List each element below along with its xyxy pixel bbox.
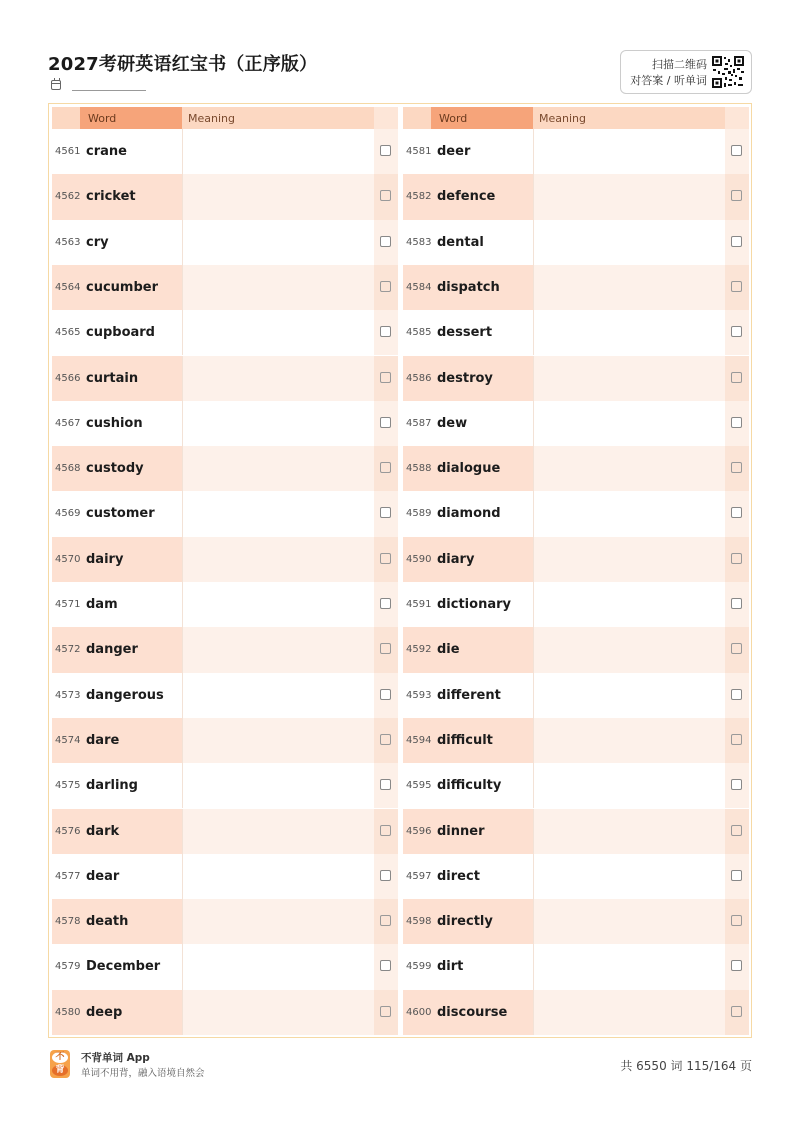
word-number: 4584 [403,265,431,310]
check-cell [374,356,398,401]
word-text: deep [80,990,182,1035]
meaning-blank[interactable] [182,310,374,355]
word-text: danger [80,627,182,672]
meaning-blank[interactable] [182,220,374,265]
meaning-blank[interactable] [182,265,374,310]
word-text: curtain [80,356,182,401]
meaning-blank[interactable] [533,899,725,944]
word-number: 4576 [52,809,80,854]
word-text: dear [80,854,182,899]
checkbox[interactable] [380,417,391,428]
check-cell [725,356,749,401]
table-row [403,356,749,401]
checkbox[interactable] [731,825,742,836]
table-row [403,265,749,310]
word-number: 4586 [403,356,431,401]
table-row [403,174,749,219]
word-number: 4592 [403,627,431,672]
word-number: 4574 [52,718,80,763]
word-number: 4578 [52,899,80,944]
checkbox[interactable] [380,190,391,201]
table-row [52,854,398,899]
checkbox[interactable] [731,734,742,745]
qr-caption-line2: 对答案 / 听单词 [630,74,707,87]
checkbox[interactable] [731,598,742,609]
checkbox[interactable] [380,825,391,836]
check-cell [374,582,398,627]
meaning-blank[interactable] [182,356,374,401]
word-number: 4599 [403,944,431,989]
word-text: different [431,673,533,718]
word-text: dessert [431,310,533,355]
word-number: 4563 [52,220,80,265]
meaning-blank[interactable] [182,582,374,627]
meaning-blank[interactable] [533,718,725,763]
table-row [52,944,398,989]
checkbox[interactable] [380,870,391,881]
header-check-cell [725,107,749,129]
header-number-cell [403,107,431,129]
word-number: 4570 [52,537,80,582]
table-row [403,673,749,718]
meaning-blank[interactable] [533,491,725,536]
word-text: cupboard [80,310,182,355]
check-cell [374,401,398,446]
checkbox[interactable] [731,689,742,700]
word-number: 4597 [403,854,431,899]
checkbox[interactable] [731,236,742,247]
table-row [403,990,749,1035]
meaning-blank[interactable] [533,129,725,174]
word-number: 4598 [403,899,431,944]
word-number: 4575 [52,763,80,808]
meaning-blank[interactable] [182,990,374,1035]
word-text: difficulty [431,763,533,808]
meaning-blank[interactable] [182,718,374,763]
app-logo [50,1050,70,1078]
word-text: dialogue [431,446,533,491]
meaning-blank[interactable] [182,174,374,219]
checkbox[interactable] [380,915,391,926]
check-cell [725,673,749,718]
page-header [48,48,752,98]
check-cell [725,582,749,627]
word-text: dinner [431,809,533,854]
check-cell [374,174,398,219]
checkbox[interactable] [380,462,391,473]
checkbox[interactable] [731,190,742,201]
check-cell [725,310,749,355]
check-cell [725,944,749,989]
word-text: directly [431,899,533,944]
check-cell [374,537,398,582]
checkbox[interactable] [731,417,742,428]
checkbox[interactable] [731,915,742,926]
word-number: 4562 [52,174,80,219]
word-text: December [80,944,182,989]
check-cell [725,174,749,219]
word-text: cricket [80,174,182,219]
word-number: 4588 [403,446,431,491]
table-row [403,401,749,446]
meaning-blank[interactable] [533,446,725,491]
table-row [52,401,398,446]
check-cell [725,265,749,310]
meaning-blank[interactable] [182,401,374,446]
word-text: die [431,627,533,672]
check-cell [374,899,398,944]
word-number: 4585 [403,310,431,355]
word-text: defence [431,174,533,219]
table-row [403,854,749,899]
word-text: discourse [431,990,533,1035]
word-text: dark [80,809,182,854]
checkbox[interactable] [380,507,391,518]
table-row [403,627,749,672]
header-check-cell [374,107,398,129]
meaning-blank[interactable] [182,944,374,989]
check-cell [374,763,398,808]
table-row [52,673,398,718]
table-row [403,129,749,174]
meaning-blank[interactable] [533,265,725,310]
check-cell [725,990,749,1035]
left-column [52,107,398,1035]
word-text: cushion [80,401,182,446]
check-cell [374,129,398,174]
word-number: 4600 [403,990,431,1035]
word-number: 4587 [403,401,431,446]
word-number: 4593 [403,673,431,718]
meaning-blank[interactable] [182,129,374,174]
meaning-blank[interactable] [533,401,725,446]
meaning-blank[interactable] [182,491,374,536]
header-meaning: Meaning [533,107,725,129]
word-number: 4595 [403,763,431,808]
checkbox[interactable] [731,462,742,473]
check-cell [374,809,398,854]
meaning-blank[interactable] [533,582,725,627]
page-footer [48,1048,752,1080]
word-text: difficult [431,718,533,763]
meaning-blank[interactable] [182,763,374,808]
check-cell [725,401,749,446]
checkbox[interactable] [380,1006,391,1017]
check-cell [374,446,398,491]
checkbox[interactable] [731,870,742,881]
header-word: Word [431,107,533,129]
qr-code-panel[interactable] [620,50,752,94]
word-number: 4590 [403,537,431,582]
meaning-blank[interactable] [182,854,374,899]
page-title: 2027考研英语红宝书（正序版） [48,54,318,75]
meaning-blank[interactable] [182,537,374,582]
word-text: custody [80,446,182,491]
word-text: dare [80,718,182,763]
meaning-blank[interactable] [533,854,725,899]
word-number: 4568 [52,446,80,491]
table-row [52,446,398,491]
check-cell [374,673,398,718]
table-row [403,718,749,763]
meaning-blank[interactable] [533,809,725,854]
checkbox[interactable] [731,326,742,337]
check-cell [374,718,398,763]
checkbox[interactable] [380,779,391,790]
table-row [52,265,398,310]
logo-top-glyph: 不 [52,1052,68,1063]
app-slogan: 单词不用背，融入语境自然会 [81,1068,205,1079]
checkbox[interactable] [731,372,742,383]
word-text: customer [80,491,182,536]
checkbox[interactable] [731,779,742,790]
word-number: 4594 [403,718,431,763]
table-row [52,763,398,808]
check-cell [374,310,398,355]
vocabulary-table [48,103,752,1038]
table-row [52,582,398,627]
checkbox[interactable] [380,281,391,292]
table-header [52,107,398,129]
table-row [403,944,749,989]
table-row [52,491,398,536]
checkbox[interactable] [380,326,391,337]
right-column [403,107,749,1035]
check-cell [725,491,749,536]
word-number: 4583 [403,220,431,265]
table-row [403,809,749,854]
word-number: 4561 [52,129,80,174]
table-row [52,174,398,219]
table-row [403,763,749,808]
meaning-blank[interactable] [533,356,725,401]
word-text: crane [80,129,182,174]
word-number: 4565 [52,310,80,355]
checkbox[interactable] [731,960,742,971]
word-text: dew [431,401,533,446]
meaning-blank[interactable] [533,220,725,265]
word-number: 4589 [403,491,431,536]
word-text: direct [431,854,533,899]
check-cell [374,627,398,672]
check-cell [374,944,398,989]
meaning-blank[interactable] [533,627,725,672]
table-row [52,990,398,1035]
page-info: 共 6550 词 115/164 页 [620,1059,752,1073]
checkbox[interactable] [380,598,391,609]
word-text: destroy [431,356,533,401]
meaning-blank[interactable] [182,809,374,854]
logo-bottom-glyph: 背 [52,1065,68,1076]
meaning-blank[interactable] [182,446,374,491]
check-cell [725,854,749,899]
check-cell [374,491,398,536]
word-text: death [80,899,182,944]
table-row [403,899,749,944]
word-text: dairy [80,537,182,582]
word-number: 4580 [52,990,80,1035]
word-text: deer [431,129,533,174]
meaning-blank[interactable] [182,673,374,718]
header-word: Word [80,107,182,129]
check-cell [725,763,749,808]
checkbox[interactable] [380,145,391,156]
word-text: cry [80,220,182,265]
qr-caption [629,57,707,89]
check-cell [725,718,749,763]
check-cell [374,220,398,265]
table-row [52,537,398,582]
meaning-blank[interactable] [533,944,725,989]
word-number: 4579 [52,944,80,989]
check-cell [725,220,749,265]
check-cell [725,627,749,672]
header-number-cell [52,107,80,129]
meaning-blank[interactable] [533,174,725,219]
word-text: dangerous [80,673,182,718]
word-number: 4564 [52,265,80,310]
meaning-blank[interactable] [182,627,374,672]
checkbox[interactable] [731,145,742,156]
table-row [52,899,398,944]
word-number: 4591 [403,582,431,627]
checkbox[interactable] [731,507,742,518]
checkbox[interactable] [380,689,391,700]
word-text: diamond [431,491,533,536]
checkbox[interactable] [380,553,391,564]
header-meaning: Meaning [182,107,374,129]
word-number: 4572 [52,627,80,672]
word-text: diary [431,537,533,582]
table-header [403,107,749,129]
table-row [403,446,749,491]
check-cell [725,446,749,491]
date-blank-line[interactable] [72,90,146,91]
check-cell [725,899,749,944]
meaning-blank[interactable] [533,310,725,355]
table-row [403,537,749,582]
qr-code-icon[interactable] [711,55,745,89]
word-text: darling [80,763,182,808]
meaning-blank[interactable] [182,899,374,944]
table-row [52,310,398,355]
meaning-blank[interactable] [533,673,725,718]
checkbox[interactable] [731,643,742,654]
checkbox[interactable] [731,553,742,564]
meaning-blank[interactable] [533,763,725,808]
table-row [52,220,398,265]
checkbox[interactable] [380,734,391,745]
check-cell [374,990,398,1035]
table-row [52,356,398,401]
checkbox[interactable] [380,960,391,971]
calendar-icon [51,80,61,90]
word-number: 4581 [403,129,431,174]
check-cell [374,854,398,899]
word-text: dental [431,220,533,265]
word-number: 4571 [52,582,80,627]
checkbox[interactable] [731,1006,742,1017]
qr-caption-line1: 扫描二维码 [652,58,707,71]
word-number: 4582 [403,174,431,219]
table-row [52,718,398,763]
meaning-blank[interactable] [533,537,725,582]
word-text: dirt [431,944,533,989]
word-text: dam [80,582,182,627]
table-row [52,129,398,174]
table-row [403,220,749,265]
word-number: 4569 [52,491,80,536]
table-row [403,582,749,627]
word-number: 4567 [52,401,80,446]
word-number: 4573 [52,673,80,718]
meaning-blank[interactable] [533,990,725,1035]
word-number: 4596 [403,809,431,854]
check-cell [725,537,749,582]
checkbox[interactable] [380,372,391,383]
table-row [403,310,749,355]
app-name: 不背单词 App [81,1052,150,1064]
checkbox[interactable] [731,281,742,292]
check-cell [725,129,749,174]
checkbox[interactable] [380,236,391,247]
checkbox[interactable] [380,643,391,654]
word-number: 4577 [52,854,80,899]
word-text: cucumber [80,265,182,310]
word-text: dictionary [431,582,533,627]
word-number: 4566 [52,356,80,401]
table-row [403,491,749,536]
table-row [52,627,398,672]
word-text: dispatch [431,265,533,310]
check-cell [725,809,749,854]
check-cell [374,265,398,310]
table-row [52,809,398,854]
